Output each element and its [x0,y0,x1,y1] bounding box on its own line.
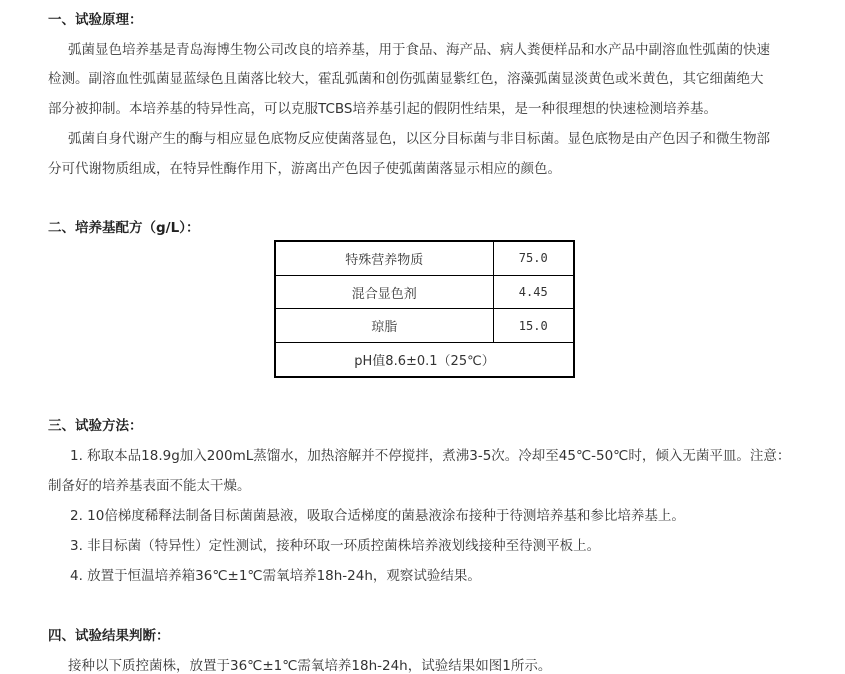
method-step-2: 2. 10倍梯度稀释法制备目标菌菌悬液，吸取合适梯度的菌悬液涂布接种于待测培养基和参比培养基上。 [70,508,685,524]
table-row [275,275,574,309]
section-heading-principle: 一、试验原理： [48,12,143,28]
result-line-1: 接种以下质控菌株，放置于36℃±1℃需氧培养18h-24h，试验结果如图1所示。 [68,658,552,674]
principle-line-3: 部分被抑制。本培养基的特异性高，可以克服TCBS培养基引起的假阴性结果，是一种很理想的快速检测培养基。 [48,101,717,117]
method-step-1-cont: 制备好的培养基表面不能太干燥。 [48,478,251,494]
ingredient-name: 琼脂 [275,309,493,343]
method-step-4: 4. 放置于恒温培养箱36℃±1℃需氧培养18h-24h，观察试验结果。 [70,568,481,584]
principle-line-2: 检测。副溶血性弧菌显蓝绿色且菌落比较大，霍乱弧菌和创伤弧菌显紫红色，溶藻弧菌显淡黄色或米黄色，其它细菌绝大 [48,71,764,87]
ingredient-name: 特殊营养物质 [275,241,493,275]
ingredient-name: 混合显色剂 [275,275,493,309]
formula-table [274,240,575,378]
section-heading-result: 四、试验结果判断： [48,628,170,644]
ingredient-amount: 4.45 [493,275,574,309]
principle-line-5: 分可代谢物质组成，在特异性酶作用下，游离出产色因子使弧菌菌落显示相应的颜色。 [48,161,561,177]
section-heading-formula: 二、培养基配方（g/L）： [48,220,200,236]
principle-line-4: 弧菌自身代谢产生的酶与相应显色底物反应使菌落显色，以区分目标菌与非目标菌。显色底物是由产色因子和微生物部 [68,131,770,147]
method-step-3: 3. 非目标菌（特异性）定性测试，接种环取一环质控菌株培养液划线接种至待测平板上。 [70,538,601,554]
table-row [275,241,574,275]
table-row [275,309,574,343]
ingredient-amount: 75.0 [493,241,574,275]
table-row [275,343,574,377]
principle-line-1: 弧菌显色培养基是青岛海博生物公司改良的培养基，用于食品、海产品、病人粪便样品和水产品中副溶血性弧菌的快速 [68,42,770,58]
ph-value: pH值8.6±0.1（25℃） [275,343,574,377]
section-heading-method: 三、试验方法： [48,418,143,434]
ingredient-amount: 15.0 [493,309,574,343]
method-step-1: 1. 称取本品18.9g加入200mL蒸馏水，加热溶解并不停搅拌，煮沸3-5次。冷却至45℃-50℃时，倾入无菌平皿。注意： [70,448,791,464]
